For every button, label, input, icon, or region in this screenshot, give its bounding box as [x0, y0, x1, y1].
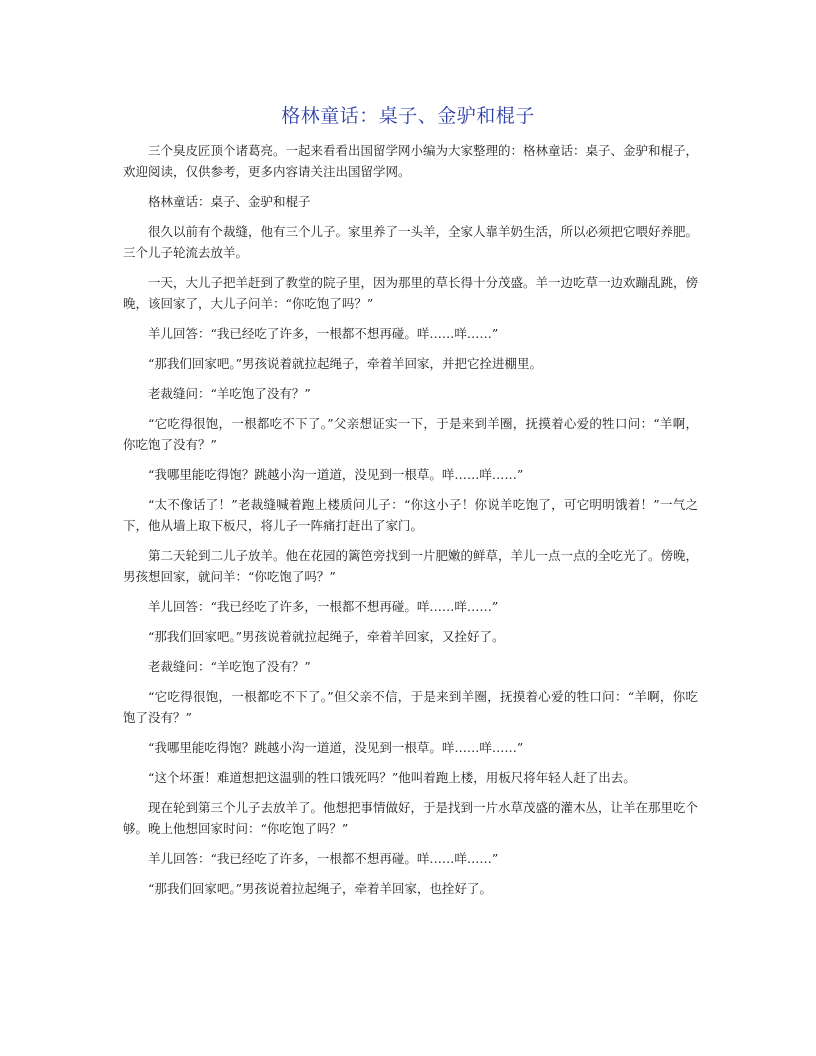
paragraph: “它吃得很饱，一根都吃不下了。”但父亲不信，于是来到羊圈，抚摸着心爱的牲口问：“羊啊，你吃饱了没有？”	[123, 689, 698, 725]
paragraph: “我哪里能吃得饱？跳越小沟一道道，没见到一根草。咩……咩……”	[148, 740, 524, 755]
paragraph: “那我们回家吧。”男孩说着就拉起绳子，牵着羊回家，并把它拴进棚里。	[148, 356, 543, 371]
paragraph: 老裁缝问：“羊吃饱了没有？”	[148, 659, 311, 674]
paragraph: “这个坏蛋！难道想把这温驯的牲口饿死吗？”他叫着跑上楼，用板尺将年轻人赶了出去。	[148, 770, 636, 785]
paragraph: 一天，大儿子把羊赶到了教堂的院子里，因为那里的草长得十分茂盛。羊一边吃草一边欢蹦乱跳，傍晚，该回家了，大儿子问羊：“你吃饱了吗？”	[123, 275, 699, 311]
paragraph: “我哪里能吃得饱？跳越小沟一道道，没见到一根草。咩……咩……”	[148, 467, 524, 482]
document-body	[123, 140, 698, 908]
paragraph: “它吃得很饱，一根都吃不下了。”父亲想证实一下，于是来到羊圈，抚摸着心爱的牲口问：“羊啊，你吃饱了没有？”	[123, 416, 698, 452]
paragraph: “那我们回家吧。”男孩说着拉起绳子，牵着羊回家，也拴好了。	[148, 881, 493, 896]
paragraph: “那我们回家吧。”男孩说着就拉起绳子，牵着羊回家，又拴好了。	[148, 629, 505, 644]
paragraph: 第二天轮到二儿子放羊。他在花园的篱笆旁找到一片肥嫩的鲜草，羊儿一点一点的全吃光了。傍晚，男孩想回家，就问羊：“你吃饱了吗？”	[123, 548, 699, 584]
paragraph: “太不像话了！”老裁缝喊着跑上楼质问儿子：“你这小子！你说羊吃饱了，可它明明饿着！”一气之下，他从墙上取下板尺，将儿子一阵痛打赶出了家门。	[123, 497, 698, 533]
paragraph-intro: 三个臭皮匠顶个诸葛亮。一起来看看出国留学网小编为大家整理的：格林童话：桌子、金驴和棍子，欢迎阅读，仅供参考，更多内容请关注出国留学网。	[123, 143, 699, 179]
document-title: 格林童话：桌子、金驴和棍子	[281, 105, 535, 127]
paragraph: 现在轮到第三个儿子去放羊了。他想把事情做好，于是找到一片水草茂盛的灌木丛，让羊在那里吃个够。晚上他想回家时问：“你吃饱了吗？”	[123, 800, 699, 836]
paragraph: 老裁缝问：“羊吃饱了没有？”	[148, 386, 311, 401]
paragraph: 羊儿回答：“我已经吃了许多，一根都不想再碰。咩……咩……”	[148, 851, 499, 866]
paragraph: 很久以前有个裁缝，他有三个儿子。家里养了一头羊，全家人靠羊奶生活，所以必须把它喂好养肥。三个儿子轮流去放羊。	[123, 224, 699, 260]
paragraph-subtitle: 格林童话：桌子、金驴和棍子	[148, 194, 311, 209]
paragraph: 羊儿回答：“我已经吃了许多，一根都不想再碰。咩……咩……”	[148, 599, 499, 614]
paragraph: 羊儿回答：“我已经吃了许多，一根都不想再碰。咩……咩……”	[148, 326, 499, 341]
